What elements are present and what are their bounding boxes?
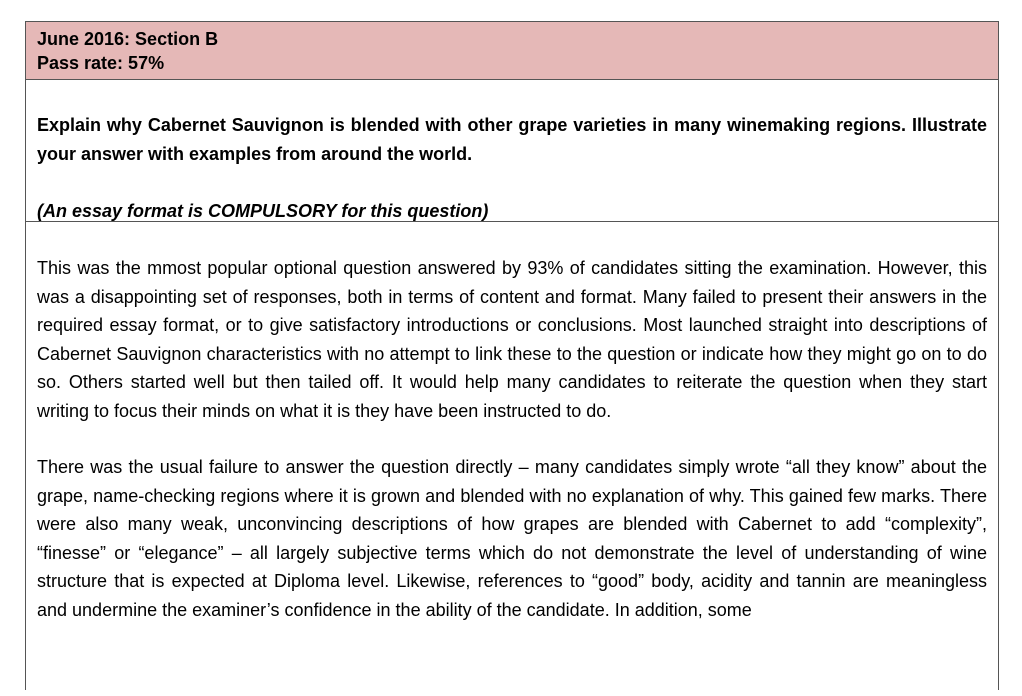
section-title: June 2016: Section B: [37, 29, 219, 49]
section-header: [26, 22, 998, 80]
question-cell: [26, 80, 998, 222]
commentary-paragraph: This was the mmost popular optional question answered by 93% of candidates sitting the examination. However, this was a disappointing set of responses, both in terms of content and format. Many failed to present their answers in the required essay format, or to give satisfactory introductions or conclusions. Most launched straight into descriptions of Cabernet Sauvignon characteristics with no attempt to link these to the question or indicate how they might go on to do so. Others started well but then tailed off. It would help many candidates to reiterate the question when they start writing to focus their minds on what it is they have been instructed to do.: [37, 258, 987, 421]
commentary-cell: [26, 222, 998, 690]
commentary-paragraph: There was the usual failure to answer the question directly – many candidates simply wrote “all they know” about the grape, name-checking regions where it is grown and blended with no explanation of why. This gained few marks. There were also many weak, unconvincing descriptions of how grapes are blended with Cabernet to add “complexity”, “finesse” or “elegance” – all largely subjective terms which do not demonstrate the level of understanding of wine structure that is expected at Diploma level. Likewise, references to “good” body, acidity and tannin are meaningless and undermine the examiner’s confidence in the ability of the candidate. In addition, some: [37, 457, 987, 620]
question-format-note: (An essay format is COMPULSORY for this question): [37, 201, 489, 221]
pass-rate: Pass rate: 57%: [37, 53, 165, 73]
examiner-report-table: [25, 21, 999, 690]
question-text: Explain why Cabernet Sauvignon is blended with other grape varieties in many winemaking regions. Illustrate your answer with examples from around the world.: [37, 115, 987, 164]
